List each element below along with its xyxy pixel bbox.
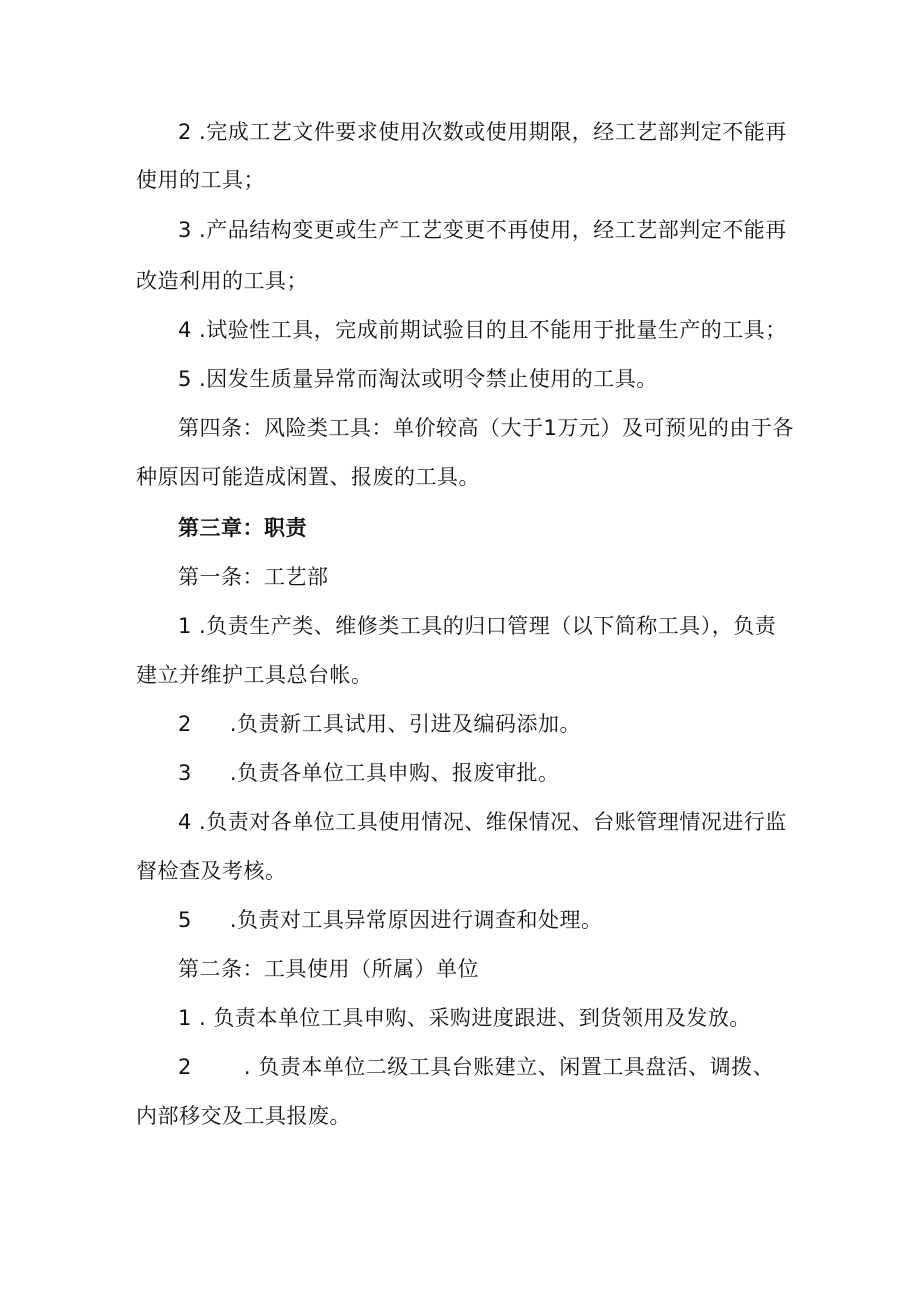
item-text: 第四条：风险类工具：单价较高（大于1万元）及可预见的由于各	[178, 416, 794, 440]
article-1-process-dept	[178, 562, 838, 592]
item-number: 2	[178, 1055, 192, 1079]
item-text: 建立并维护工具总台帐。	[136, 663, 373, 687]
item-number: 3	[178, 761, 192, 785]
paragraph-continuation	[136, 856, 796, 886]
item-text: 种原因可能造成闲置、报废的工具。	[136, 465, 480, 489]
item-number: 1	[178, 614, 192, 638]
item-number: 4	[178, 810, 192, 834]
item-text: 内部移交及工具报废。	[136, 1104, 351, 1128]
unit-duty-2-ledger	[178, 1052, 838, 1082]
item-number: 1	[178, 1006, 192, 1030]
duty-1-management	[178, 611, 838, 641]
paragraph-continuation	[136, 1101, 796, 1131]
item-number: 4	[178, 318, 192, 342]
item-4-experimental-tools	[178, 315, 838, 345]
duty-5-investigation	[178, 905, 838, 935]
duty-2-new-tools	[178, 709, 838, 739]
item-text: .完成工艺文件要求使用次数或使用期限，经工艺部判定不能再	[191, 120, 787, 144]
duty-4-supervision	[178, 807, 838, 837]
item-text: .因发生质量异常而淘汰或明令禁止使用的工具。	[191, 367, 658, 391]
item-text: .负责生产类、维修类工具的归口管理（以下简称工具），负责	[191, 614, 777, 638]
item-text: 使用的工具；	[136, 168, 265, 192]
item-3-structure-change	[178, 215, 838, 245]
item-number: 3	[178, 218, 192, 242]
item-text: .负责新工具试用、引进及编码添加。	[229, 712, 582, 736]
item-text: . 负责本单位工具申购、采购进度跟进、到货领用及发放。	[191, 1006, 751, 1030]
article-title: 第二条：工具使用（所属）单位	[178, 957, 479, 981]
chapter-title: 第三章：职责	[178, 516, 307, 540]
paragraph-continuation	[136, 660, 796, 690]
item-number: 2	[178, 712, 192, 736]
item-text: .负责对各单位工具使用情况、维保情况、台账管理情况进行监	[191, 810, 787, 834]
item-text: 改造利用的工具；	[136, 269, 308, 293]
paragraph-continuation	[136, 266, 796, 296]
article-2-using-unit	[178, 954, 838, 984]
item-text: .试验性工具，完成前期试验目的且不能用于批量生产的工具；	[191, 318, 787, 342]
unit-duty-1-purchase	[178, 1003, 838, 1033]
item-text: . 负责本单位二级工具台账建立、闲置工具盘活、调拨、	[243, 1055, 775, 1079]
item-text: .负责对工具异常原因进行调查和处理。	[229, 908, 603, 932]
paragraph-continuation	[136, 165, 796, 195]
item-text: .负责各单位工具申购、报废审批。	[229, 761, 560, 785]
article-title: 第一条：工艺部	[178, 565, 329, 589]
paragraph-continuation	[136, 462, 796, 492]
item-2-completed-tools	[178, 117, 838, 147]
item-number: 5	[178, 908, 192, 932]
item-number: 2	[178, 120, 192, 144]
chapter-3-heading	[178, 513, 838, 543]
article-4-risk-tools	[178, 413, 838, 443]
item-text: .产品结构变更或生产工艺变更不再使用，经工艺部判定不能再	[191, 218, 787, 242]
item-number: 5	[178, 367, 192, 391]
item-text: 督检查及考核。	[136, 859, 287, 883]
duty-3-approval	[178, 758, 838, 788]
item-5-quality-abnormal	[178, 364, 838, 394]
